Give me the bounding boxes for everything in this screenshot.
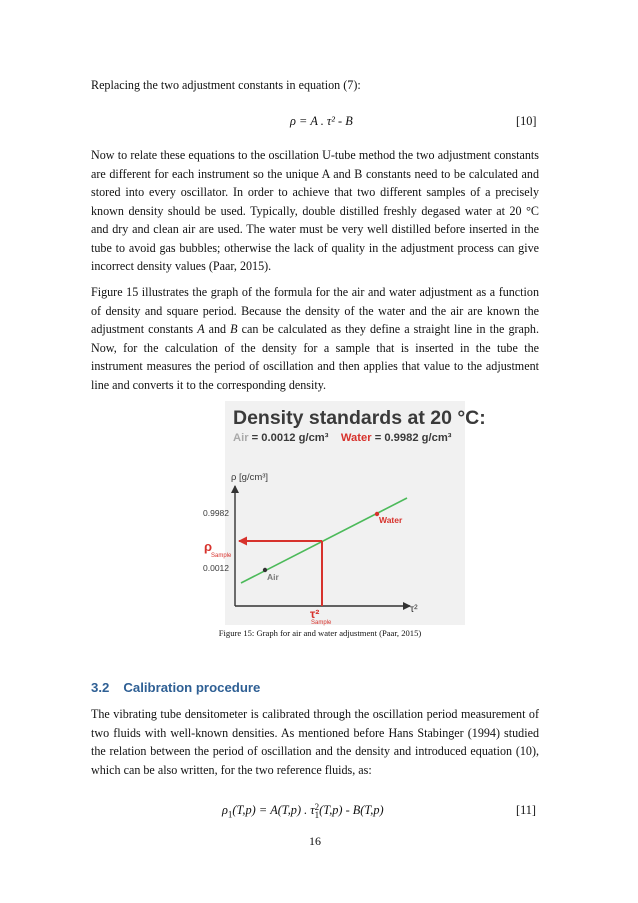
figure-caption: Figure 15: Graph for air and water adjustment (Paar, 2015) <box>218 628 422 638</box>
section-number: 3.2 <box>91 680 110 695</box>
density-adjustment-figure <box>203 401 486 626</box>
equation-11-number: [11] <box>516 803 537 817</box>
adjustment-graph <box>203 401 465 626</box>
section-title: Calibration procedure <box>123 680 261 695</box>
section-heading <box>91 680 260 695</box>
x-axis-label: τ² <box>410 603 418 615</box>
paragraph-calibration: The vibrating tube densitometer is calibrated through the oscillation period measurement of two fluids with well-known densities. As mentioned before Hans Stabinger (1994) studied the relation between the period of oscillation and the density and introduced equation (10), which can be also written, for the two reference fluids, as: <box>91 707 539 777</box>
water-point-label: Water <box>379 515 403 525</box>
equation-10: ρ = A . τ² - B <box>290 114 353 128</box>
tick-water-density: 0.9982 <box>203 508 229 518</box>
air-point-label: Air <box>267 572 279 582</box>
eq11-tau-subscript: 1 <box>314 810 320 821</box>
tau-sample-symbol: τ² <box>310 607 320 621</box>
equation-10-number: [10] <box>516 114 537 128</box>
rho-sample-symbol: ρ <box>204 539 213 554</box>
figure-title: Density standards at 20 °C: <box>233 407 486 429</box>
paragraph-2-part3: can be calculated as they define a straight line in the graph. Now, for the calculation of the density for a sample that is inserted in the tube the instrument measures the period of oscillation and then applies that value to the adjustment line and converts it to the corresponding density. <box>91 322 539 392</box>
eq11-rho-subscript: 1 <box>227 809 233 820</box>
page-number: 16 <box>309 834 321 848</box>
rho-sample-subscript: Sample <box>211 553 232 559</box>
paragraph-2-part1: Figure 15 illustrates the graph of the formula for the air and water adjustment as a function of density and square period. Because the density of the water and the air are known the adjustment constants <box>91 285 539 336</box>
water-standard-value: = 0.9982 g/cm³ <box>374 432 452 444</box>
tau-sample-subscript: Sample <box>311 620 332 626</box>
y-axis-label: ρ [g/cm³] <box>231 472 269 483</box>
equation-11 <box>222 803 384 819</box>
paragraph-2-part2: and <box>204 322 231 336</box>
paragraph-figure-description <box>91 283 539 394</box>
intro-line: Replacing the two adjustment constants in equation (7): <box>91 78 361 92</box>
eq11-rho: ρ <box>222 803 228 817</box>
air-standard-label: Air <box>233 432 249 444</box>
constant-b: B <box>230 322 238 336</box>
air-standard-value: = 0.0012 g/cm³ <box>251 432 329 444</box>
eq11-middle: (T,p) = A(T,p) . τ <box>232 803 315 817</box>
paragraph-adjustment-constants: Now to relate these equations to the oscillation U-tube method the two adjustment constants are different for each instrument so the unique A and B constants need to be calculated and stored into every oscillator. In order to achieve that two different samples of a precisely known density should be used. Typically, double distilled freshly degased water at 20 °C and dry and clean air are used. The water must be very well distilled before inserted in the tube to avoid gas bubbles; otherwise the lack of quality in the adjustment process can give incorrect density values (Paar, 2015). <box>91 148 539 273</box>
constant-a: A <box>197 322 205 336</box>
eq11-tau-superscript: 2 <box>314 802 320 813</box>
tick-air-density: 0.0012 <box>203 563 229 573</box>
eq11-rhs: (T,p) - B(T,p) <box>319 803 384 817</box>
water-standard-label: Water <box>340 432 372 444</box>
